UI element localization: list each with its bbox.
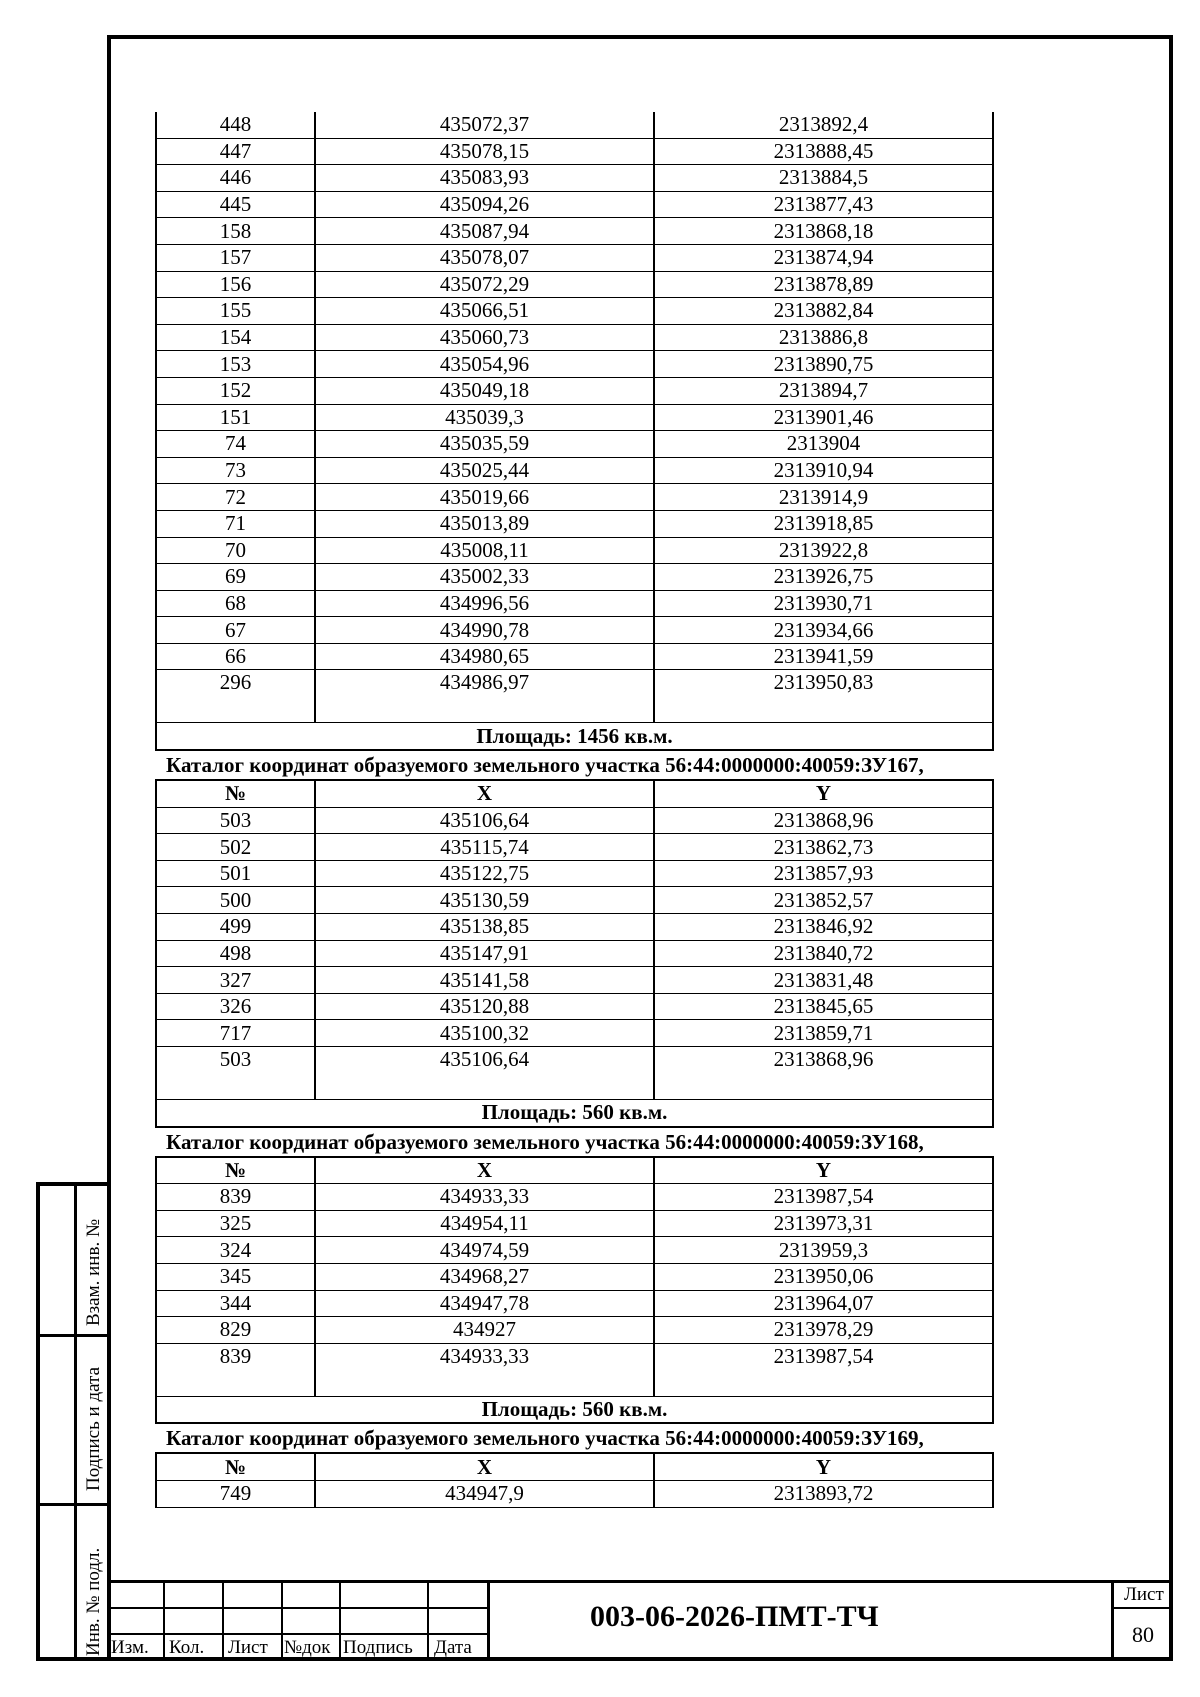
coord-x: 435147,91: [315, 940, 654, 967]
coord-y: 2313987,54: [654, 1343, 993, 1396]
table-row: [156, 457, 993, 484]
area-2: Площадь: 560 кв.м.: [156, 1100, 993, 1127]
tb-ndok-label: №док: [284, 1637, 331, 1658]
point-number: 448: [156, 112, 315, 138]
point-number: 503: [156, 1047, 315, 1100]
table-row: [156, 1263, 993, 1290]
coord-x: 435072,37: [315, 112, 654, 138]
coord-x: 434986,97: [315, 670, 654, 723]
coord-y: 2313859,71: [654, 1020, 993, 1047]
point-number: 155: [156, 298, 315, 325]
point-number: 326: [156, 993, 315, 1020]
table-row: [156, 564, 993, 591]
document-code: 003-06-2026-ПМТ-ТЧ: [590, 1600, 879, 1633]
coords-table-1: [155, 112, 994, 751]
coord-y: 2313950,83: [654, 670, 993, 723]
tb-col-line: [281, 1580, 283, 1661]
table-row: [156, 1210, 993, 1237]
coord-x: 435115,74: [315, 834, 654, 861]
stamp-podpis-label: Подпись и дата: [83, 1366, 104, 1491]
coord-x: 435130,59: [315, 887, 654, 914]
coord-x: 435122,75: [315, 860, 654, 887]
table-row: [156, 670, 993, 723]
point-number: 153: [156, 351, 315, 378]
tb-col-line: [427, 1580, 429, 1661]
table-row: [156, 887, 993, 914]
point-number: 501: [156, 860, 315, 887]
coord-x: 435087,94: [315, 218, 654, 245]
coord-x: 435106,64: [315, 807, 654, 834]
coord-x: 434947,9: [315, 1480, 654, 1507]
table-row: [156, 351, 993, 378]
tb-col-line: [1111, 1580, 1114, 1661]
table-row: [156, 967, 993, 994]
table-row: [156, 298, 993, 325]
stamp-divider: [74, 1186, 77, 1657]
coord-x: 435039,3: [315, 404, 654, 431]
coord-y: 2313941,59: [654, 643, 993, 670]
table-row: [156, 590, 993, 617]
catalog-title-4: Каталог координат образуемого земельного участка 56:44:0000000:40059:ЗУ169,: [166, 1426, 924, 1451]
coord-y: 2313840,72: [654, 940, 993, 967]
table-row: [156, 484, 993, 511]
coord-x: 435072,29: [315, 271, 654, 298]
coord-x: 435060,73: [315, 324, 654, 351]
point-number: 324: [156, 1237, 315, 1264]
coord-x: 435013,89: [315, 510, 654, 537]
table-row: [156, 940, 993, 967]
table-row: [156, 377, 993, 404]
point-number: 71: [156, 510, 315, 537]
point-number: 829: [156, 1317, 315, 1344]
table-row: [156, 914, 993, 941]
point-number: 151: [156, 404, 315, 431]
table-row: [156, 1237, 993, 1264]
table-row: [156, 271, 993, 298]
table-row: [156, 510, 993, 537]
header-num: №: [156, 1157, 315, 1184]
coords-table-1-body: [156, 112, 993, 723]
point-number: 839: [156, 1343, 315, 1396]
tb-podpis-label: Подпись: [343, 1637, 413, 1658]
coord-x: 435025,44: [315, 457, 654, 484]
coords-table-3-body: [156, 1184, 993, 1397]
point-number: 500: [156, 887, 315, 914]
tb-col-line: [163, 1580, 165, 1661]
point-number: 344: [156, 1290, 315, 1317]
coord-y: 2313862,73: [654, 834, 993, 861]
table-row: [156, 1020, 993, 1047]
header-x: X: [315, 1157, 654, 1184]
coord-y: 2313894,7: [654, 377, 993, 404]
coord-x: 435100,32: [315, 1020, 654, 1047]
area-3: Площадь: 560 кв.м.: [156, 1396, 993, 1423]
coord-y: 2313886,8: [654, 324, 993, 351]
coord-y: 2313868,18: [654, 218, 993, 245]
coord-y: 2313892,4: [654, 112, 993, 138]
coord-y: 2313874,94: [654, 244, 993, 271]
table-row: [156, 643, 993, 670]
coord-x: 435083,93: [315, 165, 654, 192]
point-number: 68: [156, 590, 315, 617]
point-number: 445: [156, 191, 315, 218]
tb-col-line: [222, 1580, 224, 1661]
header-x: X: [315, 1453, 654, 1480]
point-number: 74: [156, 431, 315, 458]
coord-x: 434996,56: [315, 590, 654, 617]
table-row: [156, 165, 993, 192]
coord-x: 435120,88: [315, 993, 654, 1020]
coord-y: 2313914,9: [654, 484, 993, 511]
table-row: [156, 112, 993, 138]
coord-x: 435002,33: [315, 564, 654, 591]
coord-y: 2313868,96: [654, 807, 993, 834]
point-number: 69: [156, 564, 315, 591]
coord-x: 434980,65: [315, 643, 654, 670]
stamp-vzam-label: Взам. инв. №: [83, 1218, 104, 1326]
header-num: №: [156, 1453, 315, 1480]
table-row: [156, 1317, 993, 1344]
point-number: 717: [156, 1020, 315, 1047]
coord-y: 2313846,92: [654, 914, 993, 941]
point-number: 72: [156, 484, 315, 511]
point-number: 152: [156, 377, 315, 404]
table-row: [156, 993, 993, 1020]
table-row: [156, 1480, 993, 1507]
left-stamp: [36, 1182, 107, 1661]
table-row: [156, 191, 993, 218]
area-1: Площадь: 1456 кв.м.: [156, 723, 993, 750]
tb-kol-label: Кол.: [169, 1637, 205, 1658]
coord-y: 2313950,06: [654, 1263, 993, 1290]
coord-y: 2313930,71: [654, 590, 993, 617]
table-row: [156, 324, 993, 351]
coord-y: 2313922,8: [654, 537, 993, 564]
point-number: 499: [156, 914, 315, 941]
coords-table-3: [155, 1156, 994, 1425]
coord-y: 2313978,29: [654, 1317, 993, 1344]
coord-y: 2313882,84: [654, 298, 993, 325]
coord-x: 435049,18: [315, 377, 654, 404]
point-number: 446: [156, 165, 315, 192]
point-number: 345: [156, 1263, 315, 1290]
coord-y: 2313934,66: [654, 617, 993, 644]
coord-y: 2313959,3: [654, 1237, 993, 1264]
tb-izm-label: Изм.: [111, 1637, 149, 1658]
coord-y: 2313857,93: [654, 860, 993, 887]
coord-y: 2313868,96: [654, 1047, 993, 1100]
coord-x: 434990,78: [315, 617, 654, 644]
point-number: 67: [156, 617, 315, 644]
coord-y: 2313845,65: [654, 993, 993, 1020]
coord-y: 2313884,5: [654, 165, 993, 192]
coord-x: 435019,66: [315, 484, 654, 511]
coord-y: 2313901,46: [654, 404, 993, 431]
point-number: 498: [156, 940, 315, 967]
coord-y: 2313877,43: [654, 191, 993, 218]
coord-y: 2313973,31: [654, 1210, 993, 1237]
tb-top-line: [107, 1580, 1173, 1583]
coord-x: 434954,11: [315, 1210, 654, 1237]
coord-x: 435066,51: [315, 298, 654, 325]
point-number: 325: [156, 1210, 315, 1237]
coord-x: 435035,59: [315, 431, 654, 458]
catalog-title-3: Каталог координат образуемого земельного участка 56:44:0000000:40059:ЗУ168,: [166, 1129, 924, 1154]
coord-x: 434974,59: [315, 1237, 654, 1264]
point-number: 158: [156, 218, 315, 245]
table-row: [156, 138, 993, 165]
table-row: [156, 807, 993, 834]
point-number: 749: [156, 1480, 315, 1507]
header-x: X: [315, 780, 654, 807]
table-row: [156, 617, 993, 644]
point-number: 327: [156, 967, 315, 994]
point-number: 66: [156, 643, 315, 670]
coord-x: 434947,78: [315, 1290, 654, 1317]
table-row: [156, 244, 993, 271]
coord-x: 435141,58: [315, 967, 654, 994]
point-number: 839: [156, 1184, 315, 1211]
coord-y: 2313964,07: [654, 1290, 993, 1317]
document-content: [155, 112, 992, 1508]
coord-x: 435054,96: [315, 351, 654, 378]
coord-x: 435106,64: [315, 1047, 654, 1100]
coord-x: 435078,15: [315, 138, 654, 165]
point-number: 157: [156, 244, 315, 271]
coord-y: 2313878,89: [654, 271, 993, 298]
coord-x: 435094,26: [315, 191, 654, 218]
header-y: Y: [654, 1453, 993, 1480]
table-row: [156, 1184, 993, 1211]
tb-col-line: [339, 1580, 341, 1661]
coord-y: 2313831,48: [654, 967, 993, 994]
coord-x: 434927: [315, 1317, 654, 1344]
point-number: 296: [156, 670, 315, 723]
table-row: [156, 218, 993, 245]
coords-table-2-body: [156, 807, 993, 1099]
table-row: [156, 1047, 993, 1100]
table-row: [156, 1290, 993, 1317]
coord-x: 434933,33: [315, 1184, 654, 1211]
tb-col-line: [487, 1580, 490, 1661]
point-number: 503: [156, 807, 315, 834]
coord-y: 2313890,75: [654, 351, 993, 378]
point-number: 156: [156, 271, 315, 298]
coord-y: 2313918,85: [654, 510, 993, 537]
sheet-label: Лист: [1124, 1584, 1164, 1605]
table-row: [156, 834, 993, 861]
table-row: [156, 404, 993, 431]
coord-y: 2313893,72: [654, 1480, 993, 1507]
coord-y: 2313910,94: [654, 457, 993, 484]
coord-x: 435138,85: [315, 914, 654, 941]
coords-table-4-body: [156, 1480, 993, 1507]
stamp-separator: [40, 1503, 107, 1506]
point-number: 502: [156, 834, 315, 861]
coord-y: 2313926,75: [654, 564, 993, 591]
table-row: [156, 537, 993, 564]
tb-row-line: [1111, 1607, 1173, 1609]
coord-y: 2313904: [654, 431, 993, 458]
coords-table-2: [155, 779, 994, 1128]
coords-table-4: [155, 1452, 994, 1507]
point-number: 447: [156, 138, 315, 165]
coord-y: 2313888,45: [654, 138, 993, 165]
point-number: 154: [156, 324, 315, 351]
coord-y: 2313852,57: [654, 887, 993, 914]
header-num: №: [156, 780, 315, 807]
header-y: Y: [654, 1157, 993, 1184]
point-number: 70: [156, 537, 315, 564]
coord-x: 434933,33: [315, 1343, 654, 1396]
table-row: [156, 1343, 993, 1396]
stamp-separator: [40, 1334, 107, 1337]
point-number: 73: [156, 457, 315, 484]
table-row: [156, 431, 993, 458]
table-row: [156, 860, 993, 887]
coord-x: 434968,27: [315, 1263, 654, 1290]
coord-x: 435078,07: [315, 244, 654, 271]
tb-data-label: Дата: [434, 1637, 472, 1658]
tb-list-label: Лист: [228, 1637, 268, 1658]
header-y: Y: [654, 780, 993, 807]
coord-x: 435008,11: [315, 537, 654, 564]
sheet-number: 80: [1132, 1622, 1154, 1647]
catalog-title-2: Каталог координат образуемого земельного участка 56:44:0000000:40059:ЗУ167,: [166, 753, 924, 778]
stamp-inv-label: Инв. № подл.: [83, 1547, 104, 1656]
coord-y: 2313987,54: [654, 1184, 993, 1211]
